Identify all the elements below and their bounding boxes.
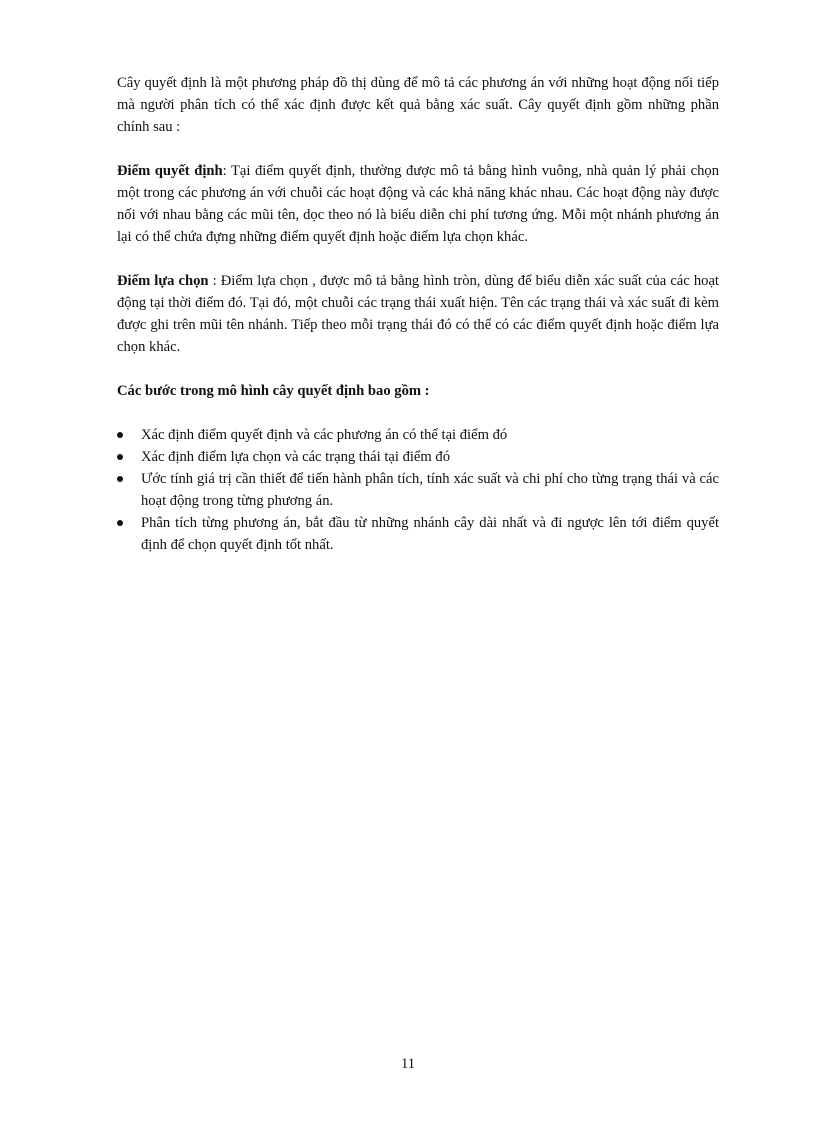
document-body [117, 72, 719, 556]
page-number: 11 [400, 1056, 416, 1072]
decision-point-term: Điểm quyết định [117, 163, 223, 179]
step-text: Ước tính giá trị cần thiết để tiến hành phân tích, tính xác suất và chi phí cho từng trạng thái và các hoạt động trong từng phương án. [141, 471, 719, 509]
steps-heading: Các bước trong mô hình cây quyết định bao gồm : [117, 383, 430, 399]
intro-paragraph: Cây quyết định là một phương pháp đồ thị dùng để mô tả các phương án với những hoạt động nối tiếp mà người phân tích có thể xác định được kết quả bằng xác suất. Cây quyết định gồm những phần chính sau : [117, 75, 719, 135]
chance-point-paragraph [117, 270, 719, 358]
list-item [117, 468, 719, 512]
paragraph-gap [117, 138, 719, 160]
chance-point-text: : Điểm lựa chọn , được mô tả bằng hình tròn, dùng để biểu diễn xác suất của các hoạt động tại thời điểm đó. Tại đó, một chuỗi các trạng thái xuất hiện. Tên các trạng thái và xác suất đi kèm được ghi trên mũi tên nhánh. Tiếp theo mỗi trạng thái đó có thể có các điểm quyết định hoặc điểm lựa chọn khác. [117, 273, 719, 355]
chance-point-term: Điểm lựa chọn [117, 273, 209, 289]
paragraph-gap [117, 248, 719, 270]
decision-point-text: : Tại điểm quyết định, thường được mô tả bằng hình vuông, nhà quản lý phải chọn một trong các phương án với chuỗi các hoạt động và các khả năng khác nhau. Các hoạt động này được nối với nhau bằng các mũi tên, dọc theo nó là biểu diễn chi phí tương ứng. Mỗi một nhánh phương án lại có thể chứa đựng những điểm quyết định hoặc điểm lựa chọn khác. [117, 163, 720, 245]
step-text: Xác định điểm lựa chọn và các trạng thái tại điểm đó [141, 449, 450, 465]
steps-list [117, 424, 719, 556]
bullet-icon [117, 454, 123, 460]
step-text: Phân tích từng phương án, bắt đầu từ những nhánh cây dài nhất và đi ngược lên tới điểm quyết định để chọn quyết định tốt nhất. [141, 515, 719, 553]
bullet-icon [117, 520, 123, 526]
list-item [117, 424, 719, 446]
decision-point-paragraph [117, 160, 719, 248]
paragraph-gap [117, 358, 719, 380]
bullet-icon [117, 432, 123, 438]
list-item [117, 512, 719, 556]
list-item [117, 446, 719, 468]
step-text: Xác định điểm quyết định và các phương án có thể tại điểm đó [141, 427, 508, 443]
paragraph-gap [117, 402, 719, 424]
bullet-icon [117, 476, 123, 482]
